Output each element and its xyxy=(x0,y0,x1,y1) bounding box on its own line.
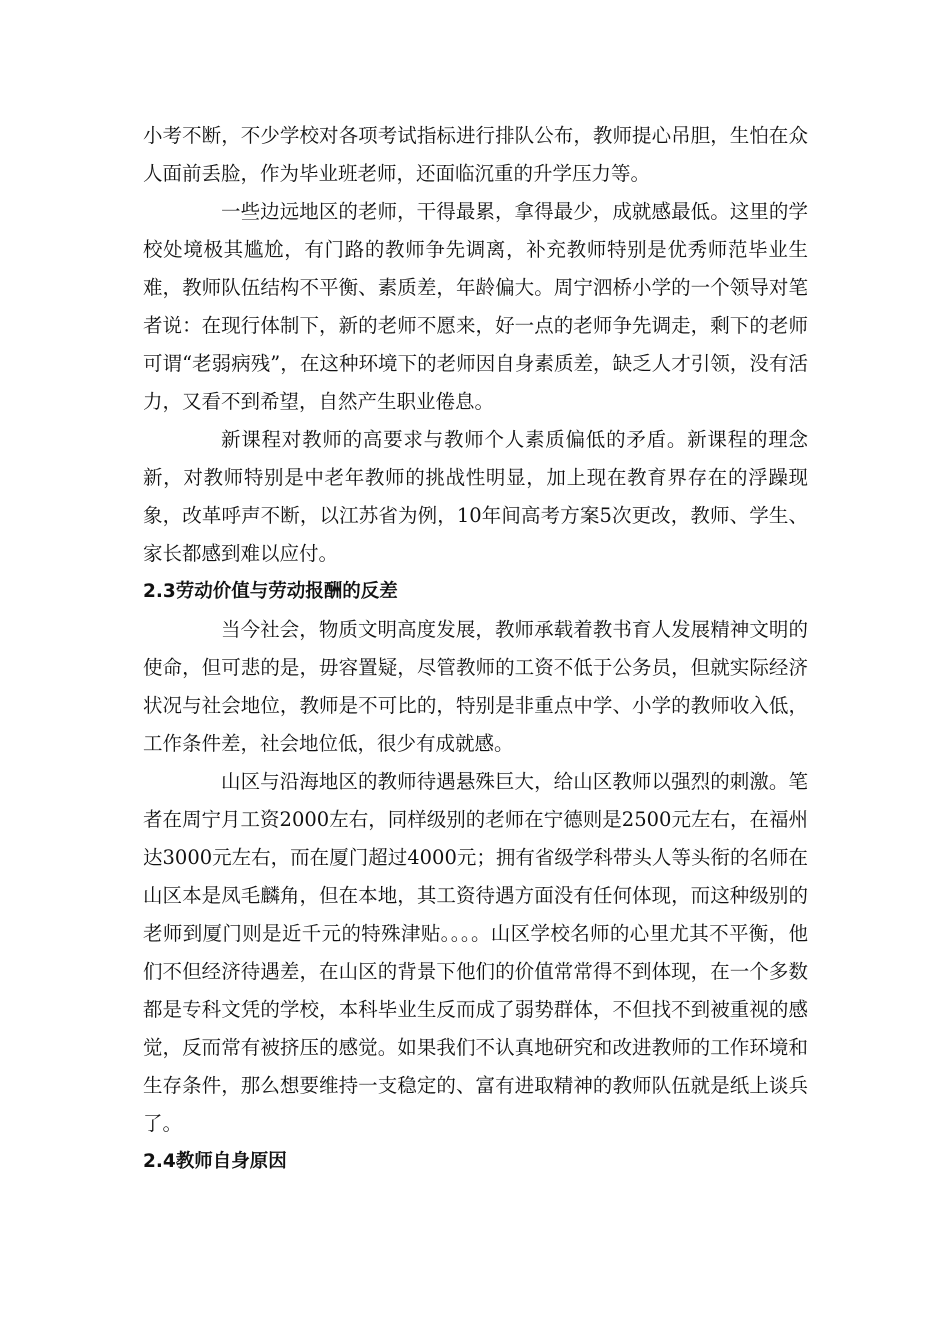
section-heading-2-4: 2.4教师自身原因 xyxy=(143,1151,287,1172)
paragraph-remote-areas: 一些边远地区的老师，干得最累，拿得最少，成就感最低。这里的学校处境极其尴尬，有门路的教师争先调离，补充教师特别是优秀师范毕业生难，教师队伍结构不平衡、素质差，年龄偏大。周宁泗桥小学的一个领导对笔者说：在现行体制下，新的老师不愿来，好一点的老师争先调走，剩下的老师可谓“老弱病残”，在这种环境下的老师因自身素质差，缺乏人才引领，没有活力，又看不到希望，自然产生职业倦息。 xyxy=(143,200,808,413)
paragraph-new-curriculum: 新课程对教师的高要求与教师个人素质偏低的矛盾。新课程的理念新，对教师特别是中老年教师的挑战性明显，加上现在教育界存在的浮躁现象，改革呼声不断，以江苏省为例，10年间高考方案5次更改，教师、学生、家长都感到难以应付。 xyxy=(143,428,808,565)
paragraph-continued: 小考不断，不少学校对各项考试指标进行排队公布，教师提心吊胆，生怕在众人面前丢脸，作为毕业班老师，还面临沉重的升学压力等。 xyxy=(143,124,808,185)
document-page xyxy=(143,117,808,1181)
paragraph-social-status: 当今社会，物质文明高度发展，教师承载着教书育人发展精神文明的使命，但可悲的是，毋容置疑，尽管教师的工资不低于公务员，但就实际经济状况与社会地位，教师是不可比的，特别是非重点中学、小学的教师收入低，工作条件差，社会地位低，很少有成就感。 xyxy=(143,618,808,755)
paragraph-salary-gap: 山区与沿海地区的教师待遇悬殊巨大，给山区教师以强烈的刺激。笔者在周宁月工资2000左右，同样级别的老师在宁德则是2500元左右，在福州达3000元左右，而在厦门超过4000元；拥有省级学科带头人等头衔的名师在山区本是凤毛麟角，但在本地，其工资待遇方面没有任何体现，而这种级别的老师到厦门则是近千元的特殊津贴。。。。山区学校名师的心里尤其不平衡，他们不但经济待遇差，在山区的背景下他们的价值常常得不到体现，在一个多数都是专科文凭的学校，本科毕业生反而成了弱势群体，不但找不到被重视的感觉，反而常有被挤压的感觉。如果我们不认真地研究和改进教师的工作环境和生存条件，那么想要维持一支稳定的、富有进取精神的教师队伍就是纸上谈兵了。 xyxy=(143,770,808,1135)
section-heading-2-3: 2.3劳动价值与劳动报酬的反差 xyxy=(143,581,398,602)
